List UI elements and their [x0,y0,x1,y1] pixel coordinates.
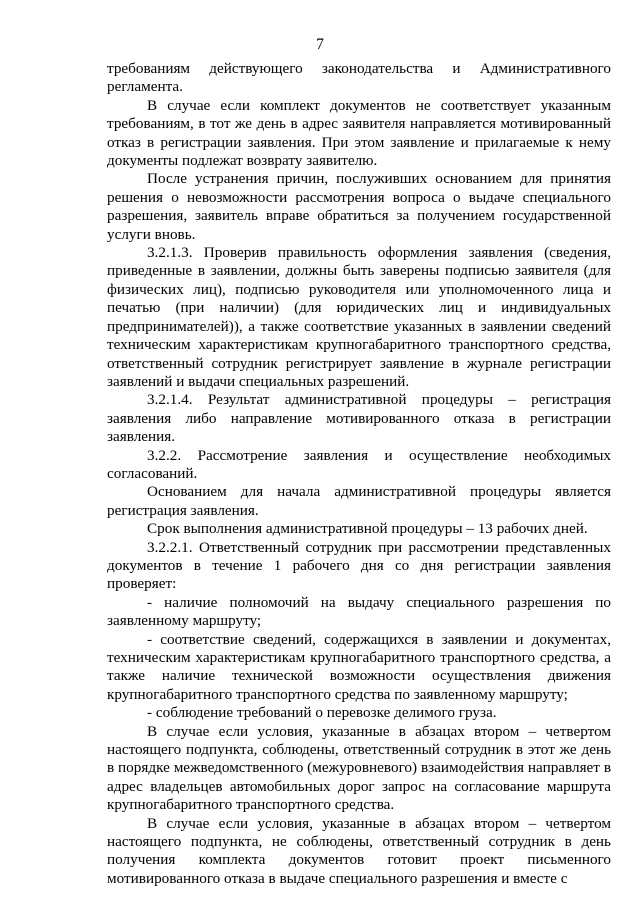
list-item-divisible-cargo: - соблюдение требований о перевозке делимого груза. [147,704,497,722]
list-item-authority: - наличие полномочий на выдачу специального разрешения по заявленному маршруту; [107,593,611,630]
paragraph-3-2-1-3: 3.2.1.3. Проверив правильность оформления заявления (сведения, приведенные в заявлении, должны быть заверены подписью заявителя (для физических лиц), подписью руководителя или уполномоченного лица и печатью (при наличии) (для юридических лиц и индивидуальных предпринимателей)), а также соответствие указанных в заявлении сведений техническим характеристикам крупногабаритного транспортного средства, ответственный сотрудник регистрирует заявление в журнале регистрации заявлений и выдачи специальных разрешений. [107,244,611,390]
paragraph-3-2-2-heading: 3.2.2. Рассмотрение заявления и осуществление необходимых согласований. [107,446,611,482]
list-item-compliance: - соответствие сведений, содержащихся в заявлении и документах, техническим характеристикам крупногабаритного транспортного средства, а также наличие технической возможности осуществления движения крупногабаритного транспортного средства по заявленному маршруту; [107,630,611,703]
paragraph-continuation: требованиям действующего законодательства и Административного регламента. [107,60,611,96]
paragraph-conditions-met: В случае если условия, указанные в абзацах втором – четвертом настоящего подпункта, соблюдены, ответственный сотрудник в этот же день в порядке межведомственного (межуровневого) взаимодействия направляет в адрес владельцев автомобильных дорог запрос на согласование маршрута крупногабаритного транспортного средства. [107,722,611,814]
document-body [107,60,611,888]
paragraph-3-2-2-1: 3.2.2.1. Ответственный сотрудник при рассмотрении представленных документов в течение 1 рабочего дня со дня регистрации заявления проверяет: [107,538,611,593]
paragraph-deadline: Срок выполнения административной процедуры – 13 рабочих дней. [147,520,588,538]
paragraph-basis: Основанием для начала административной процедуры является регистрация заявления. [107,483,611,519]
paragraph-reapply: После устранения причин, послуживших основанием для принятия решения о невозможности рассмотрения вопроса о выдаче специального разрешения, заявитель вправе обратиться за получением государственной услуги вновь. [107,170,611,243]
paragraph-3-2-1-4: 3.2.1.4. Результат административной процедуры – регистрация заявления либо направление мотивированного отказа в регистрации заявления. [107,391,611,446]
page-number: 7 [316,36,324,53]
paragraph-conditions-not-met: В случае если условия, указанные в абзацах втором – четвертом настоящего подпункта, не соблюдены, ответственный сотрудник в день получения комплекта документов готовит проект письменного мотивированного отказа в выдаче специального разрешения и вместе с [107,814,611,887]
paragraph-refusal-incomplete-docs: В случае если комплект документов не соответствует указанным требованиям, в тот же день в адрес заявителя направляется мотивированный отказ в регистрации заявления. При этом заявление и прилагаемые к нему документы подлежат возврату заявителю. [107,96,611,170]
